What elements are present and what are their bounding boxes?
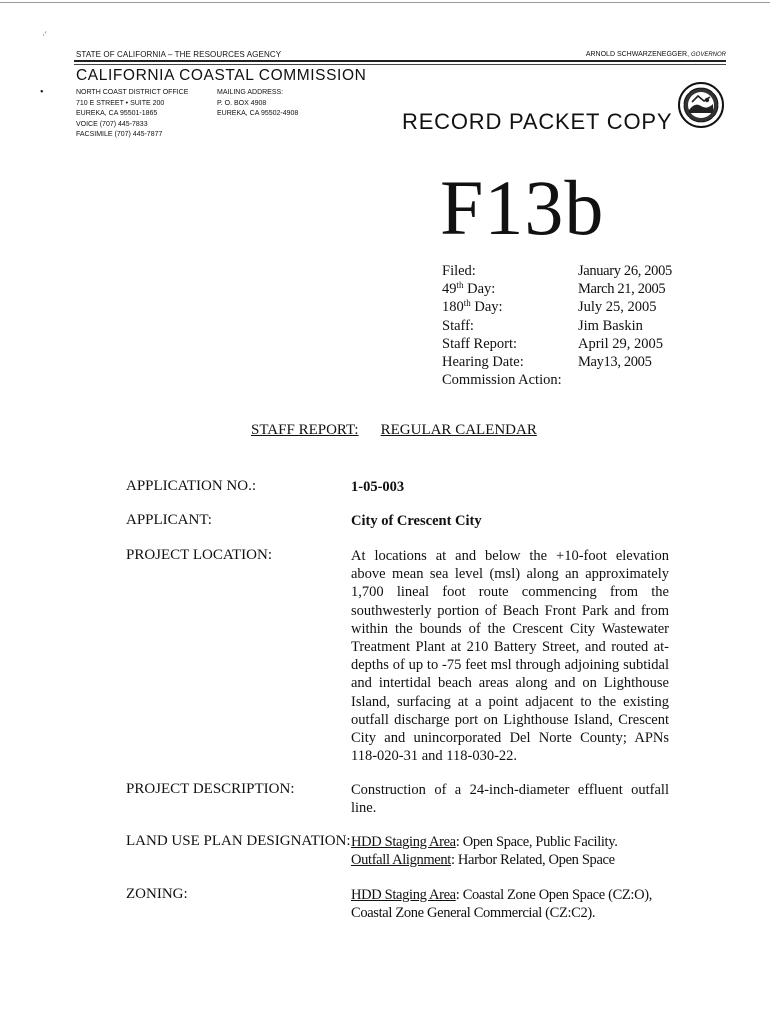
application-no-value: 1-05-003 [351,479,405,495]
scan-speck: ·' [42,30,47,40]
hdd-designation: : Open Space, Public Facility. [455,834,618,850]
outfall-alignment-term: Outfall Alignment [351,852,451,869]
mailing-line: EUREKA, CA 95502-4908 [217,110,299,117]
date-label: Staff: [442,317,474,334]
office-line: FACSIMILE (707) 445-7877 [76,131,163,138]
hdd-staging-area-term: HDD Staging Area [351,887,456,903]
date-label [442,280,578,298]
mailing-line: MAILING ADDRESS: [217,89,284,96]
office-line: VOICE (707) 445-7833 [76,120,148,128]
outfall-designation: : Harbor Related, Open Space [450,852,615,869]
date-row-180th-day [442,298,672,316]
date-label: Staff Report: [442,335,518,352]
header-rule [74,60,726,62]
date-row-hearing-date [442,353,672,371]
land-use-label: LAND USE PLAN DESIGNATION: [126,833,351,849]
ordinal-suffix: th [456,280,464,291]
office-line: EUREKA, CA 95501-1865 [76,110,158,117]
office-line: NORTH COAST DISTRICT OFFICE [76,89,189,96]
district-office-address [76,88,188,141]
header-rule-thin [74,64,726,65]
governor-name: ARNOLD SCHWARZENEGGER, [585,51,690,58]
mailing-line: P. O. BOX 4908 [217,99,267,107]
zoning-label: ZONING: [126,886,188,902]
hdd-staging-area-term: HDD Staging Area [351,834,456,850]
zoning-designation: : Coastal Zone Open Space (CZ:O), Coastal Zone General Commercial (CZ:C2). [351,887,652,922]
agenda-item-code: F13b [440,164,605,251]
day-word: Day: [463,281,496,298]
commission-seal-icon [678,82,724,128]
date-row-staff [442,317,672,335]
date-row-staff-report [442,335,672,353]
ordinal-suffix: th [463,298,471,309]
day-word: Day: [470,299,503,316]
state-agency-line: STATE OF CALIFORNIA – THE RESOURCES AGENCY [76,50,282,59]
governor-line [586,51,726,58]
date-value: March 21, 2005 [578,281,666,298]
project-location-value: At locations at and below the +10-foot elevation above mean sea level (msl) along an approximately 1,700 lineal foot route commencing from the southwesterly portion of Beach Front Park and from within the bounds of the Crescent City Wastewater Treatment Plant at 210 Battery Street, and routed at-depths of up to -75 feet msl through adjoining subtidal and intertidal beach areas along and on Lighthouse Island, surfacing at a point adjacent to the existing outfall discharge port on Lighthouse Island, Crescent City and unincorporated Del Norte County; APNs 118-020-31 and 118-030-22. [351,548,669,765]
mailing-address [217,88,298,120]
land-use-hdd-line [351,833,669,851]
land-use-value [351,833,669,869]
calendar-type: REGULAR CALENDAR [380,422,537,438]
project-description-label: PROJECT DESCRIPTION: [126,781,295,797]
scan-mark: • [40,87,44,98]
date-value: January 26, 2005 [578,263,672,279]
project-description-value: Construction of a 24-inch-diameter effluent outfall line. [351,782,669,817]
date-row-49th-day [442,280,672,298]
commission-title: CALIFORNIA COASTAL COMMISSION [76,67,367,84]
office-line: 710 E STREET • SUITE 200 [76,99,165,107]
governor-title: GOVERNOR [690,52,726,58]
zoning-value [351,886,669,922]
date-value: May13, 2005 [578,354,652,371]
day-number: 180 [442,299,464,316]
staff-report-label: STAFF REPORT: [251,422,359,438]
application-no-label: APPLICATION NO.: [126,478,257,494]
date-label: Filed: [442,263,476,279]
land-use-outfall-line [351,851,669,869]
date-value: April 29, 2005 [578,335,663,352]
staff-report-heading [251,422,537,439]
dates-block [442,262,672,389]
applicant-label: APPLICANT: [126,512,212,528]
date-label [442,298,578,316]
applicant-value: City of Crescent City [351,513,482,529]
date-label: Commission Action: [442,372,562,389]
project-location-label: PROJECT LOCATION: [126,547,272,563]
date-row-filed [442,262,672,280]
date-label: Hearing Date: [442,354,524,371]
date-value: July 25, 2005 [578,299,657,316]
record-packet-stamp: RECORD PACKET COPY [402,109,673,134]
scan-edge-line [0,2,770,3]
day-number: 49 [442,281,457,298]
date-value: Jim Baskin [578,317,643,334]
date-row-commission-action [442,371,672,389]
